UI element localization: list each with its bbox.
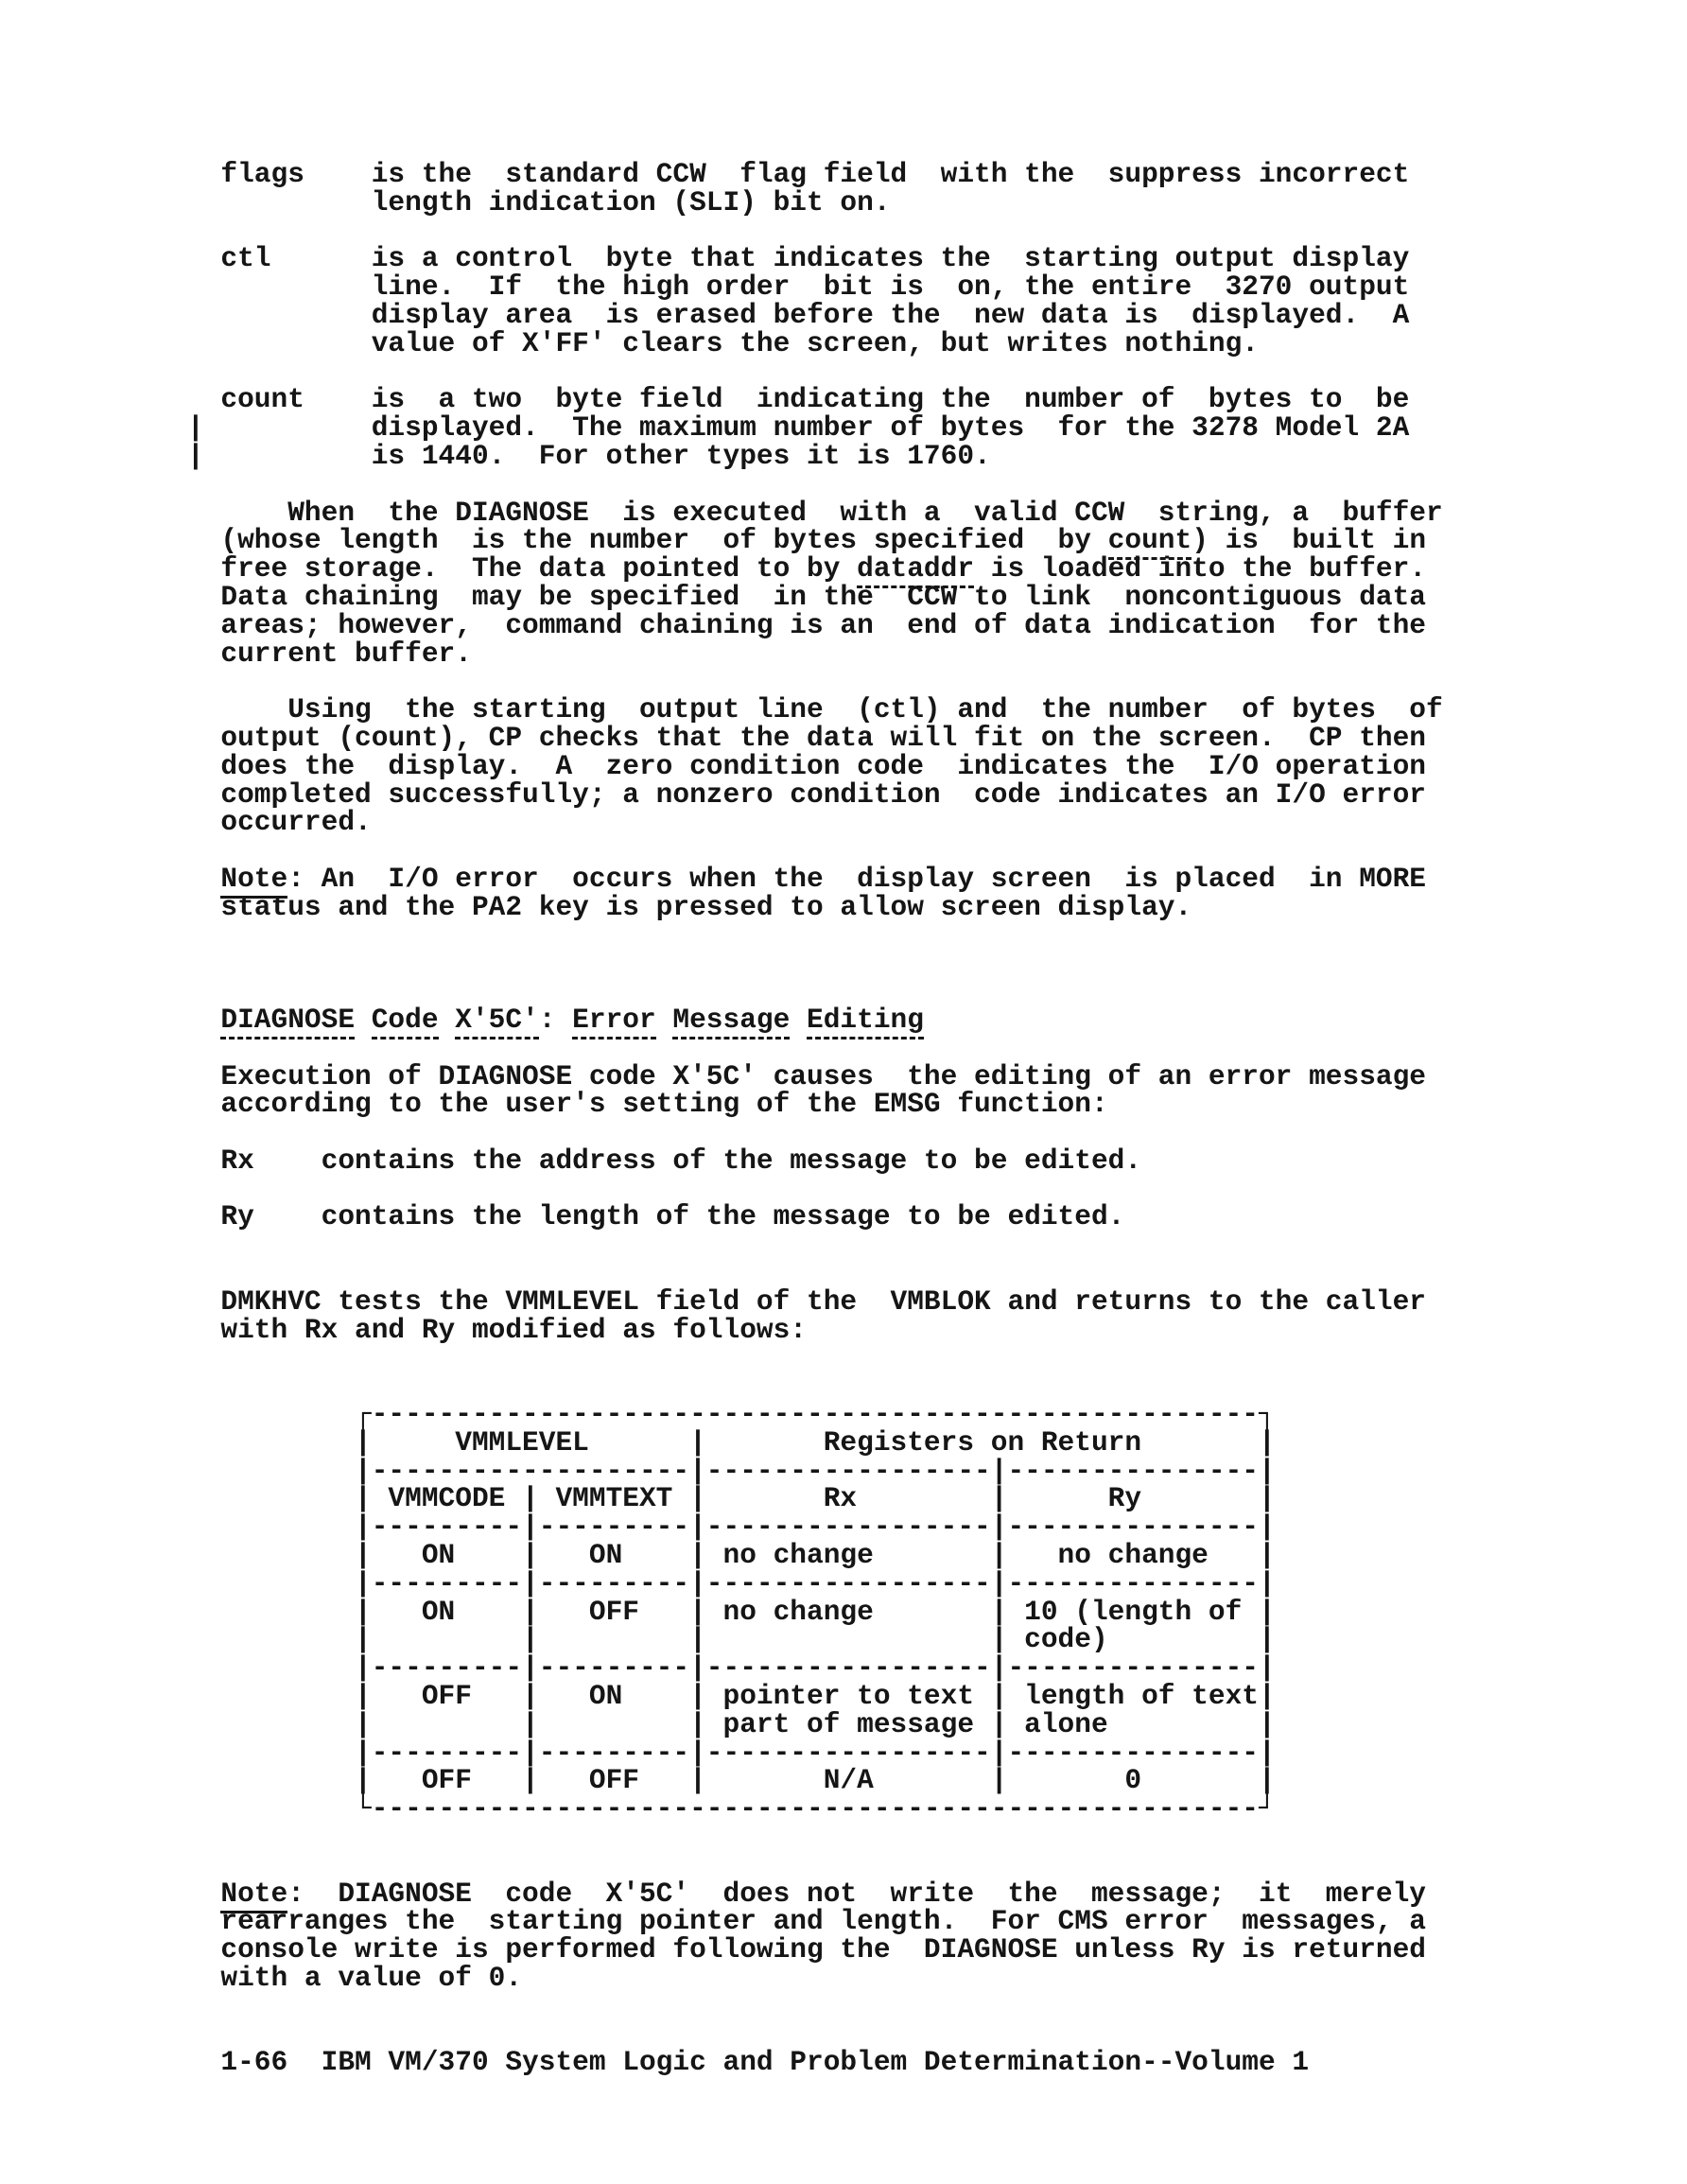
document-line: | OFF | ON | pointer to text | length of text| [187, 1680, 1276, 1713]
document-line: Using the starting output line (ctl) and the number of bytes of [187, 693, 1443, 726]
document-line: | displayed. The maximum number of bytes for the 3278 Model 2A [187, 411, 1410, 445]
document-line [187, 471, 1443, 499]
document-line: (whose length is the number of bytes specified by count) is built in [187, 527, 1443, 555]
document-line [187, 1232, 1443, 1260]
underlined-text: X'5C' [455, 1004, 539, 1040]
document-line: 1-66 IBM VM/370 System Logic and Problem Determination--Volume 1 [187, 2046, 1310, 2079]
document-line: |---------|---------|-----------------|---------------| [187, 1511, 1276, 1544]
document-line [187, 1176, 1443, 1204]
document-line: with Rx and Ry modified as follows: [187, 1313, 808, 1346]
document-line: count is a two byte field indicating the number of bytes to be [187, 383, 1410, 416]
document-line [187, 668, 1443, 696]
document-line: free storage. The data pointed to by dataddr is loaded into the buffer. [187, 555, 1443, 584]
underlined-text: Note [220, 1878, 287, 1913]
document-line: | | | part of message | alone | [187, 1707, 1276, 1740]
document-line: DMKHVC tests the VMMLEVEL field of the VMBLOK and returns to the caller [187, 1284, 1427, 1318]
underlined-text: Code [372, 1004, 439, 1040]
document-line: value of X'FF' clears the screen, but writes nothing. [187, 326, 1259, 359]
document-line [187, 922, 1443, 951]
document-line [187, 1372, 1443, 1401]
document-line [187, 1344, 1443, 1372]
document-line: | OFF | OFF | N/A | 0 | [187, 1764, 1276, 1797]
document-line: ┌-----------------------------------------------------┐ [187, 1398, 1276, 1431]
document-line: console write is performed following the DIAGNOSE unless Ry is returned [187, 1933, 1427, 1966]
document-line: DIAGNOSE Code X'5C': Error Message Editing [187, 1006, 1443, 1035]
document-line: | VMMLEVEL | Registers on Return | [187, 1425, 1276, 1459]
document-line: Execution of DIAGNOSE code X'5C' causes the editing of an error message [187, 1059, 1427, 1092]
document-line: rearranges the starting pointer and length. For CMS error messages, a [187, 1905, 1427, 1938]
document-line: Note: DIAGNOSE code X'5C' does not write the message; it merely [187, 1880, 1443, 1909]
document-line [187, 950, 1443, 978]
document-line [187, 837, 1443, 865]
document-line: does the display. A zero condition code indicates the I/O operation [187, 749, 1427, 782]
document-line: length indication (SLI) bit on. [187, 185, 891, 218]
document-line: |---------|---------|-----------------|---------------| [187, 1566, 1276, 1599]
document-line: status and the PA2 key is pressed to allow screen display. [187, 890, 1192, 923]
document-line [187, 218, 1443, 246]
document-line: according to the user's setting of the EMSG function: [187, 1088, 1108, 1121]
document-line: | ON | ON | no change | no change | [187, 1539, 1276, 1572]
document-line: When the DIAGNOSE is executed with a valid CCW string, a buffer [187, 496, 1443, 529]
underlined-text: Note [220, 863, 287, 899]
document-line [187, 1852, 1443, 1880]
document-line: areas; however, command chaining is an end of data indication for the [187, 608, 1427, 641]
underlined-text: DIAGNOSE [220, 1004, 355, 1040]
document-text [187, 158, 1443, 2079]
document-line: line. If the high order bit is on, the entire 3270 output [187, 271, 1410, 304]
document-line: with a value of 0. [187, 1962, 523, 1994]
document-line [187, 1824, 1443, 1852]
document-line [187, 1993, 1443, 2021]
document-line [187, 2021, 1443, 2050]
document-line: occurred. [187, 806, 372, 839]
underlined-text: dataddr [857, 552, 974, 588]
document-line: | is 1440. For other types it is 1760. [187, 439, 991, 472]
document-line: current buffer. [187, 637, 472, 670]
document-line: |-------------------|-----------------|---------------| [187, 1454, 1276, 1487]
document-line: Ry contains the length of the message to be edited. [187, 1200, 1125, 1233]
document-line: |---------|---------|-----------------|---------------| [187, 1736, 1276, 1769]
document-line: |---------|---------|-----------------|---------------| [187, 1651, 1276, 1685]
document-line: | | | | code) | [187, 1623, 1276, 1656]
document-line: | VMMCODE | VMMTEXT | Rx | Ry | [187, 1482, 1276, 1515]
document-line: ctl is a control byte that indicates the starting output display [187, 242, 1410, 275]
underlined-text: count [1108, 524, 1192, 560]
document-line [187, 1260, 1443, 1288]
document-line: Data chaining may be specified in the CCW to link noncontiguous data [187, 580, 1427, 613]
document-line: display area is erased before the new data is displayed. A [187, 298, 1410, 331]
document-line [187, 358, 1443, 387]
document-line: completed successfully; a nonzero condition code indicates an I/O error [187, 778, 1427, 811]
document-line: └-----------------------------------------------------┘ [187, 1792, 1276, 1826]
document-line [187, 978, 1443, 1006]
document-line: flags is the standard CCW flag field with the suppress incorrect [187, 158, 1410, 190]
document-line: Rx contains the address of the message to be edited. [187, 1144, 1142, 1177]
document-line: | ON | OFF | no change | 10 (length of | [187, 1595, 1276, 1628]
document-line: output (count), CP checks that the data will fit on the screen. CP then [187, 721, 1427, 754]
underlined-text: Editing [807, 1004, 924, 1040]
document-line [187, 1119, 1443, 1147]
document-line: Note: An I/O error occurs when the display screen is placed in MORE [187, 865, 1443, 894]
underlined-text: Message [672, 1004, 790, 1040]
underlined-text: Error [572, 1004, 656, 1040]
